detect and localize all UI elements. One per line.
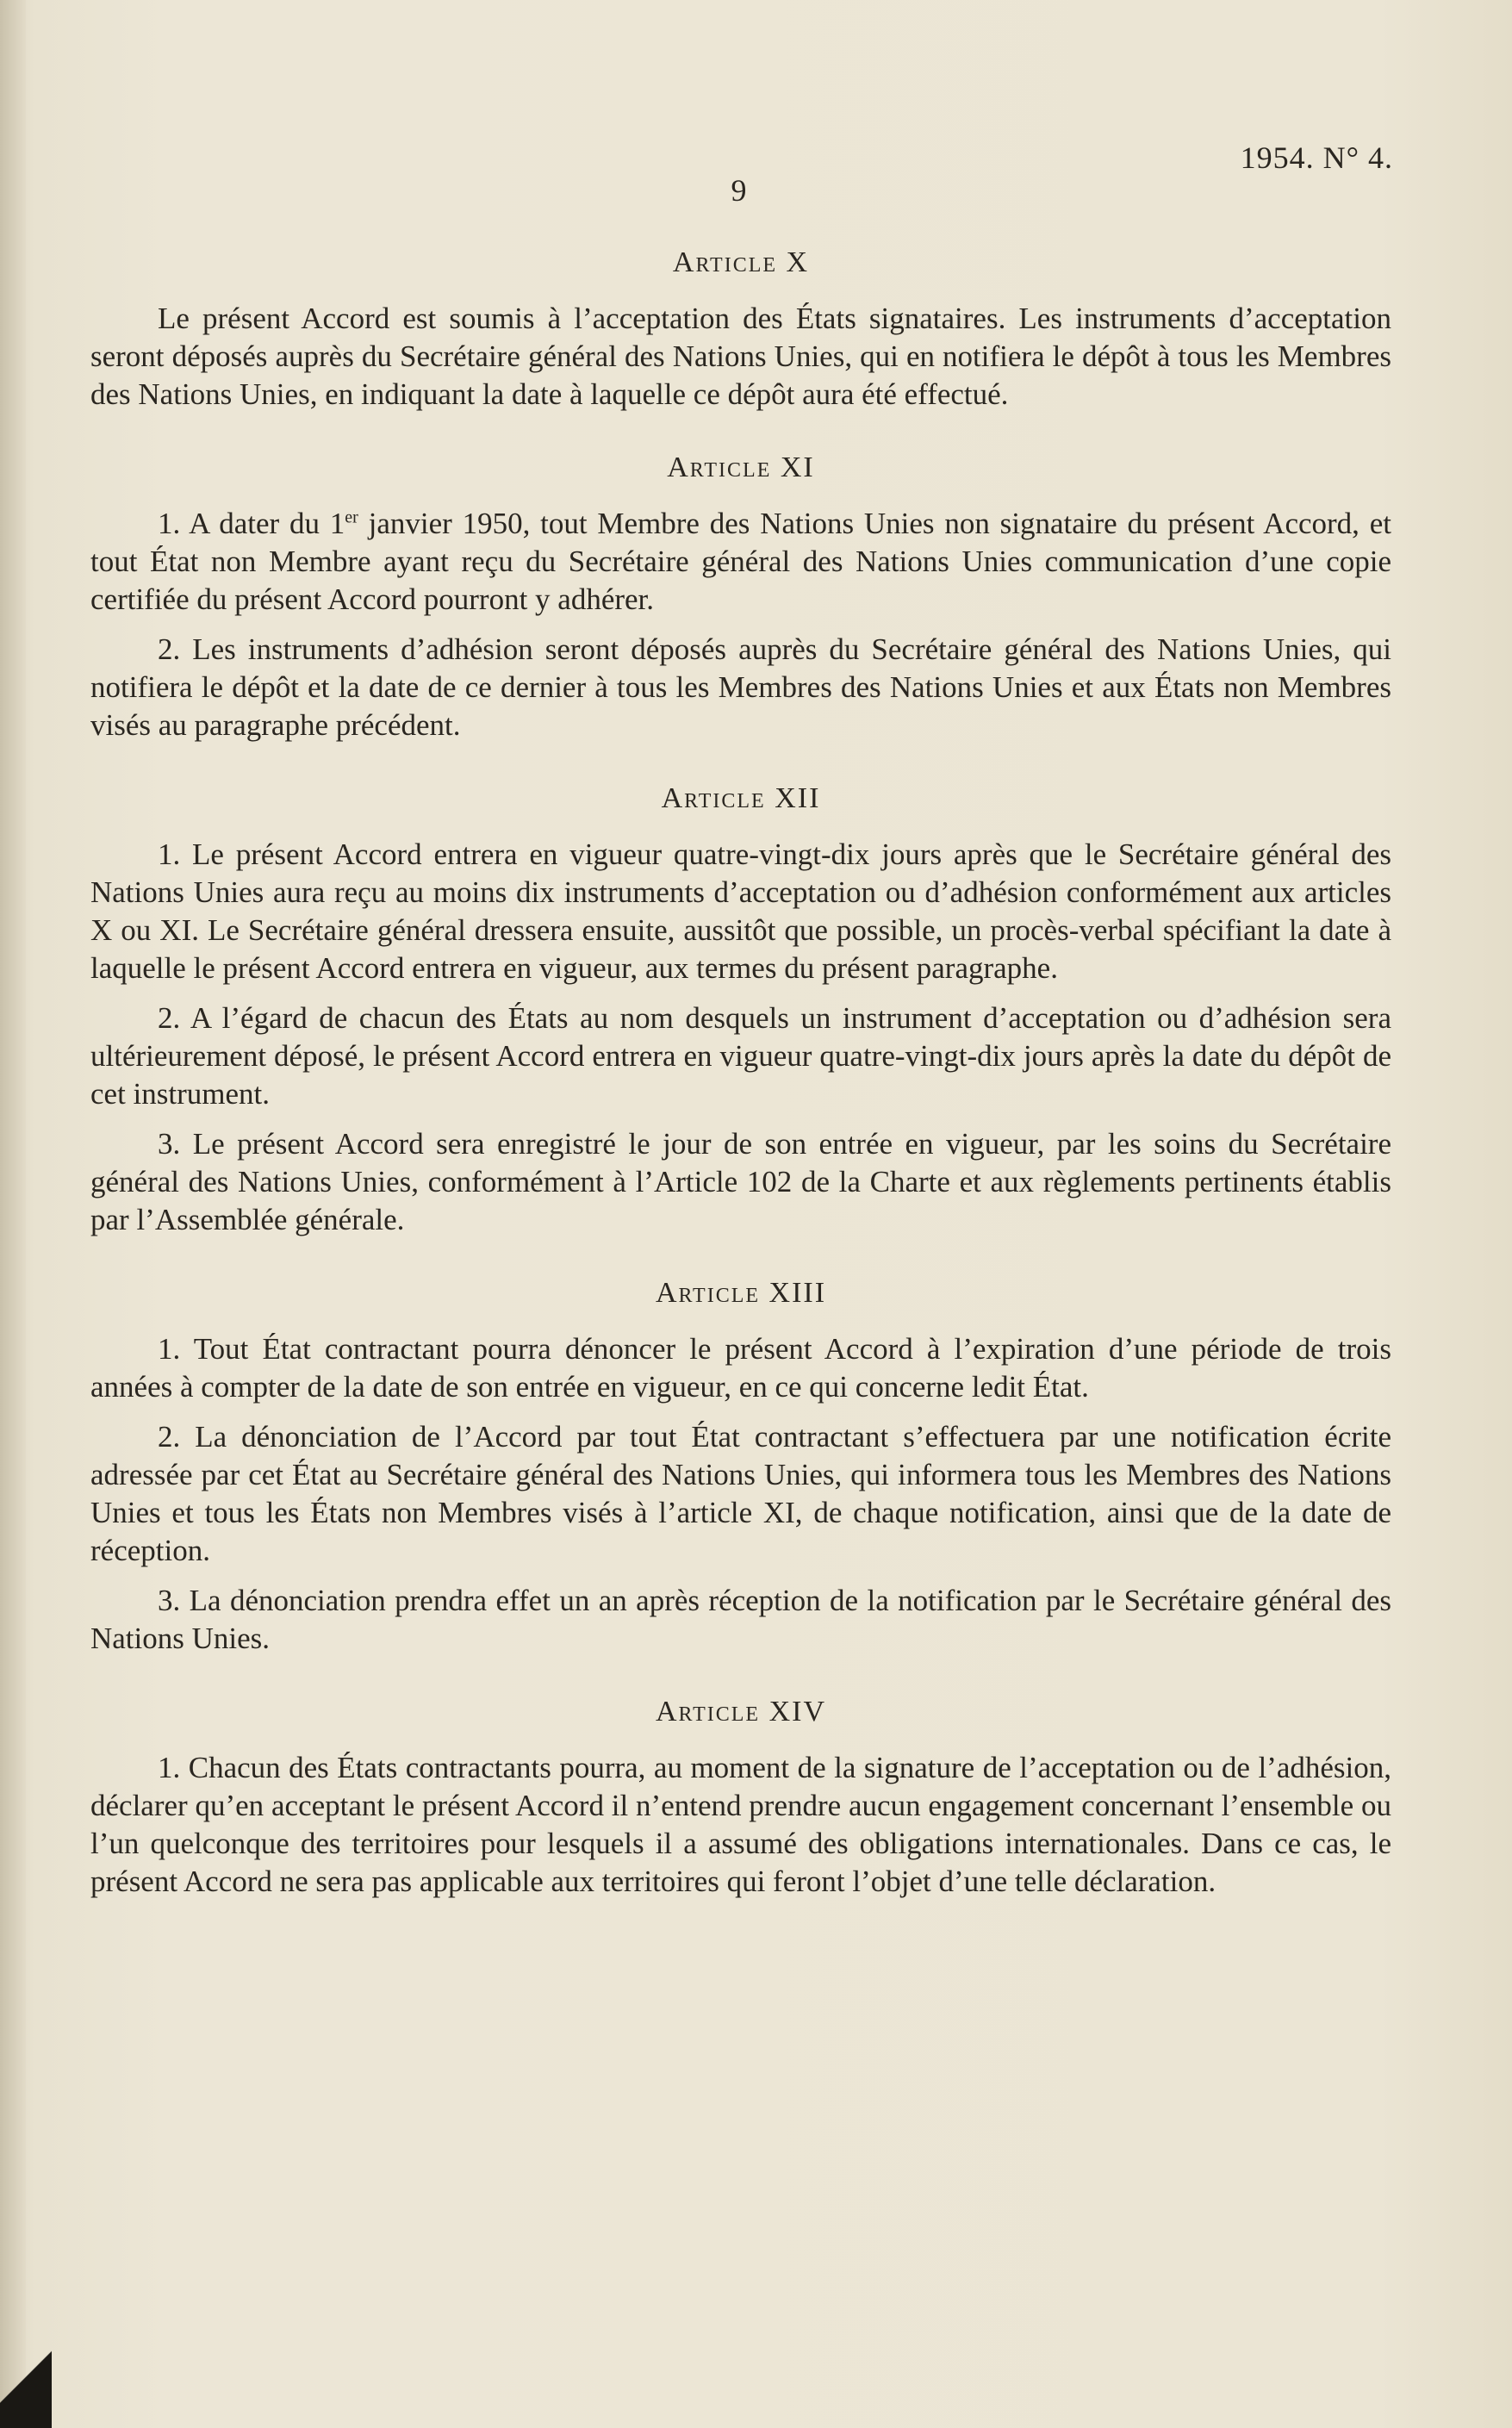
- document-reference: 1954. N° 4.: [1240, 140, 1393, 175]
- article-paragraph: 1. Chacun des États contractants pourra, au moment de la signature de l’acceptation ou de l’adhésion, déclarer qu’en acceptant le présent Accord il n’entend prendre aucun engagement concernant l’ensemble ou l’un quelconque des territoires pour lesquels il a assumé des obligations internationales. Dans ce cas, le présent Accord ne sera pas applicable aux territoires qui feront l’objet d’une telle déclaration.: [90, 1751, 1391, 1898]
- article-xii: [90, 779, 1391, 1239]
- binding-margin: [0, 0, 26, 2428]
- article-heading: Article X: [672, 246, 810, 278]
- article-x: [90, 243, 1391, 414]
- article-paragraph: Le présent Accord est soumis à l’acceptation des États signataires. Les instruments d’acceptation seront déposés auprès du Secrétaire général des Nations Unies, qui en notifiera le dépôt à tous les Membres des Nations Unies, en indiquant la date à laquelle ce dépôt aura été effectué.: [90, 302, 1391, 411]
- article-paragraph: 2. La dénonciation de l’Accord par tout État contractant s’effectuera par une notification écrite adressée par cet État au Secrétaire général des Nations Unies, qui informera tous les Membres des Nations Unies et tous les États non Membres visés à l’article XI, de chaque notification, ainsi que de la date de réception.: [90, 1420, 1391, 1567]
- article-xiii: [90, 1273, 1391, 1658]
- article-paragraph: 1. Le présent Accord entrera en vigueur quatre-vingt-dix jours après que le Secrétaire général des Nations Unies aura reçu au moins dix instruments d’acceptation ou d’adhésion conformément aux articles X ou XI. Le Secrétaire général dressera ensuite, aussitôt que possible, un procès-verbal spécifiant la date à laquelle le présent Accord entrera en vigueur, aux termes du présent paragraphe.: [90, 837, 1391, 985]
- article-heading: Article XIII: [655, 1277, 827, 1309]
- article-heading: Article XII: [661, 782, 821, 814]
- article-paragraph: 1. A dater du 1er janvier 1950, tout Membre des Nations Unies non signataire du présent Accord, et tout État non Membre ayant reçu du Secrétaire général des Nations Unies communication d’une copie certifiée du présent Accord pourront y adhérer.: [90, 507, 1391, 616]
- article-paragraph: 3. Le présent Accord sera enregistré le jour de son entrée en vigueur, par les soins du Secrétaire général des Nations Unies, conformément à l’Article 102 de la Charte et aux règlements pertinents établis par l’Assemblée générale.: [90, 1127, 1391, 1236]
- article-xiv: [90, 1692, 1391, 1901]
- page-number: 9: [731, 173, 747, 208]
- article-xi: [90, 448, 1391, 744]
- article-paragraph: 1. Tout État contractant pourra dénoncer le présent Accord à l’expiration d’une période de trois années à compter de la date de son entrée en vigueur, en ce qui concerne ledit État.: [90, 1332, 1391, 1404]
- article-heading: Article XIV: [655, 1696, 827, 1728]
- ordinal-superscript: er: [345, 507, 358, 527]
- article-paragraph: 2. A l’égard de chacun des États au nom desquels un instrument d’acceptation ou d’adhésion sera ultérieurement déposé, le présent Accord entrera en vigueur quatre-vingt-dix jours après la date du dépôt de cet instrument.: [90, 1001, 1391, 1111]
- article-paragraph: 2. Les instruments d’adhésion seront déposés auprès du Secrétaire général des Nations Unies, qui notifiera le dépôt et la date de ce dernier à tous les Membres des Nations Unies et aux États non Membres visés au paragraphe précédent.: [90, 632, 1391, 742]
- article-heading: Article XI: [667, 451, 815, 483]
- article-paragraph: 3. La dénonciation prendra effet un an après réception de la notification par le Secrétaire général des Nations Unies.: [90, 1584, 1391, 1655]
- page-corner-shadow: [0, 2350, 52, 2428]
- document-body: [90, 243, 1391, 1935]
